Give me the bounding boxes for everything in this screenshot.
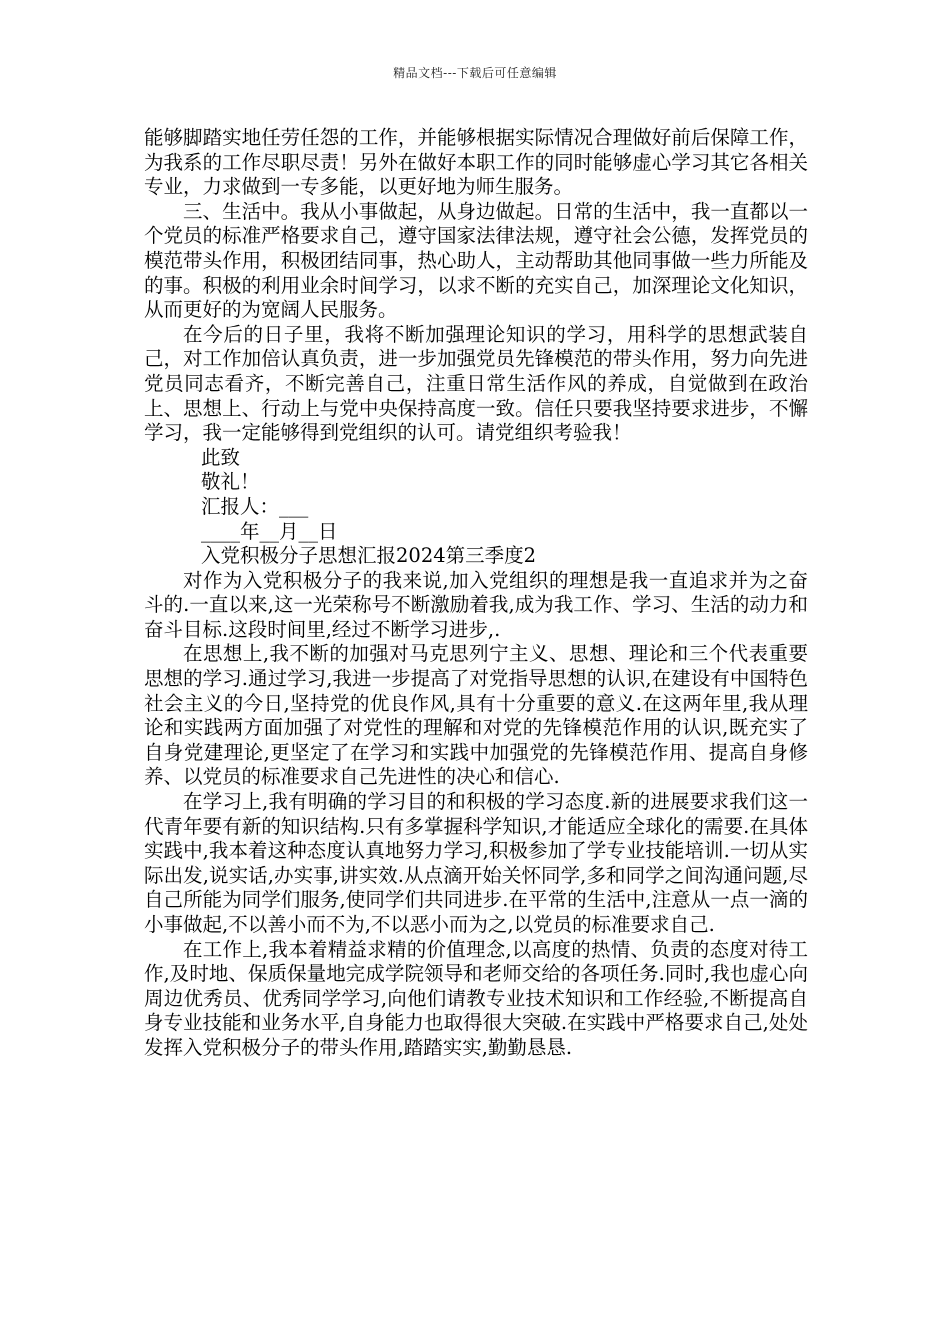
section-title: 入党积极分子思想汇报2024第三季度2 — [201, 544, 537, 568]
page-header: 精品文档---下载后可任意编辑 — [393, 66, 557, 80]
paragraph: 在工作上,我本着精益求精的价值理念,以高度的热情、负责的态度对待工作,及时地、保质保量地完成学院领导和老师交给的各项任务.同时,我也虚心向周边优秀员、优秀同学学习,向他们请教专业技术知识和工作经验,不断提高自身专业技能和业务水平,自身能力也取得很大突破.在实践中严格要求自己,处处发挥入党积极分子的带头作用,踏踏实实,勤勤恳恳. — [144, 937, 808, 1059]
paragraph: 在学习上,我有明确的学习目的和积极的学习态度.新的进展要求我们这一代青年要有新的知识结构.只有多掌握科学知识,才能适应全球化的需要.在具体实践中,我本着这种态度认真地努力学习,积极参加了学专业技能培训.一切从实际出发,说实话,办实事,讲实效.从点滴开始关怀同学,多和同学之间沟通问题,尽自己所能为同学们服务,使同学们共同进步.在平常的生活中,注意从一点一滴的小事做起,不以善小而不为,不以恶小而为之,以党员的标准要求自己. — [144, 790, 808, 936]
salutation-line: 此致 — [201, 445, 241, 469]
reporter-line: 汇报人：___ — [201, 494, 309, 518]
date-line: ____年__月__日 — [201, 519, 338, 543]
paragraph: 能够脚踏实地任劳任怨的工作，并能够根据实际情况合理做好前后保障工作，为我系的工作尽职尽责！另外在做好本职工作的同时能够虚心学习其它各相关专业，力求做到一专多能，以更好地为师生服务。 — [144, 126, 808, 199]
document-body — [144, 126, 808, 1061]
paragraph: 三、生活中。我从小事做起，从身边做起。日常的生活中，我一直都以一个党员的标准严格要求自己，遵守国家法律法规，遵守社会公德，发挥党员的模范带头作用，积极团结同事，热心助人，主动帮助其他同事做一些力所能及的事。积极的利用业余时间学习，以求不断的充实自己，加深理论文化知识，从而更好的为宽阔人民服务。 — [144, 199, 808, 322]
salutation-line: 敬礼！ — [201, 470, 260, 494]
paragraph: 在今后的日子里，我将不断加强理论知识的学习，用科学的思想武装自己，对工作加倍认真负责，进一步加强党员先锋模范的带头作用，努力向先进党员同志看齐，不断完善自己，注重日常生活作风的养成，自觉做到在政治上、思想上、行动上与党中央保持高度一致。信任只要我坚持要求进步，不懈学习，我一定能够得到党组织的认可。请党组织考验我！ — [144, 322, 808, 445]
paragraph: 对作为入党积极分子的我来说,加入党组织的理想是我一直追求并为之奋斗的.一直以来,这一光荣称号不断激励着我,成为我工作、学习、生活的动力和奋斗目标.这段时间里,经过不断学习进步,. — [144, 568, 808, 641]
paragraph: 在思想上,我不断的加强对马克思列宁主义、思想、理论和三个代表重要思想的学习.通过学习,我进一步提高了对党指导思想的认识,在建设有中国特色社会主义的今日,坚持党的优良作风,具有十分重要的意义.在这两年里,我从理论和实践两方面加强了对党性的理解和对党的先锋模范作用的认识,既充实了自身党建理论,更坚定了在学习和实践中加强党的先锋模范作用、提高自身修养、以党员的标准要求自己先进性的决心和信心. — [144, 642, 808, 789]
